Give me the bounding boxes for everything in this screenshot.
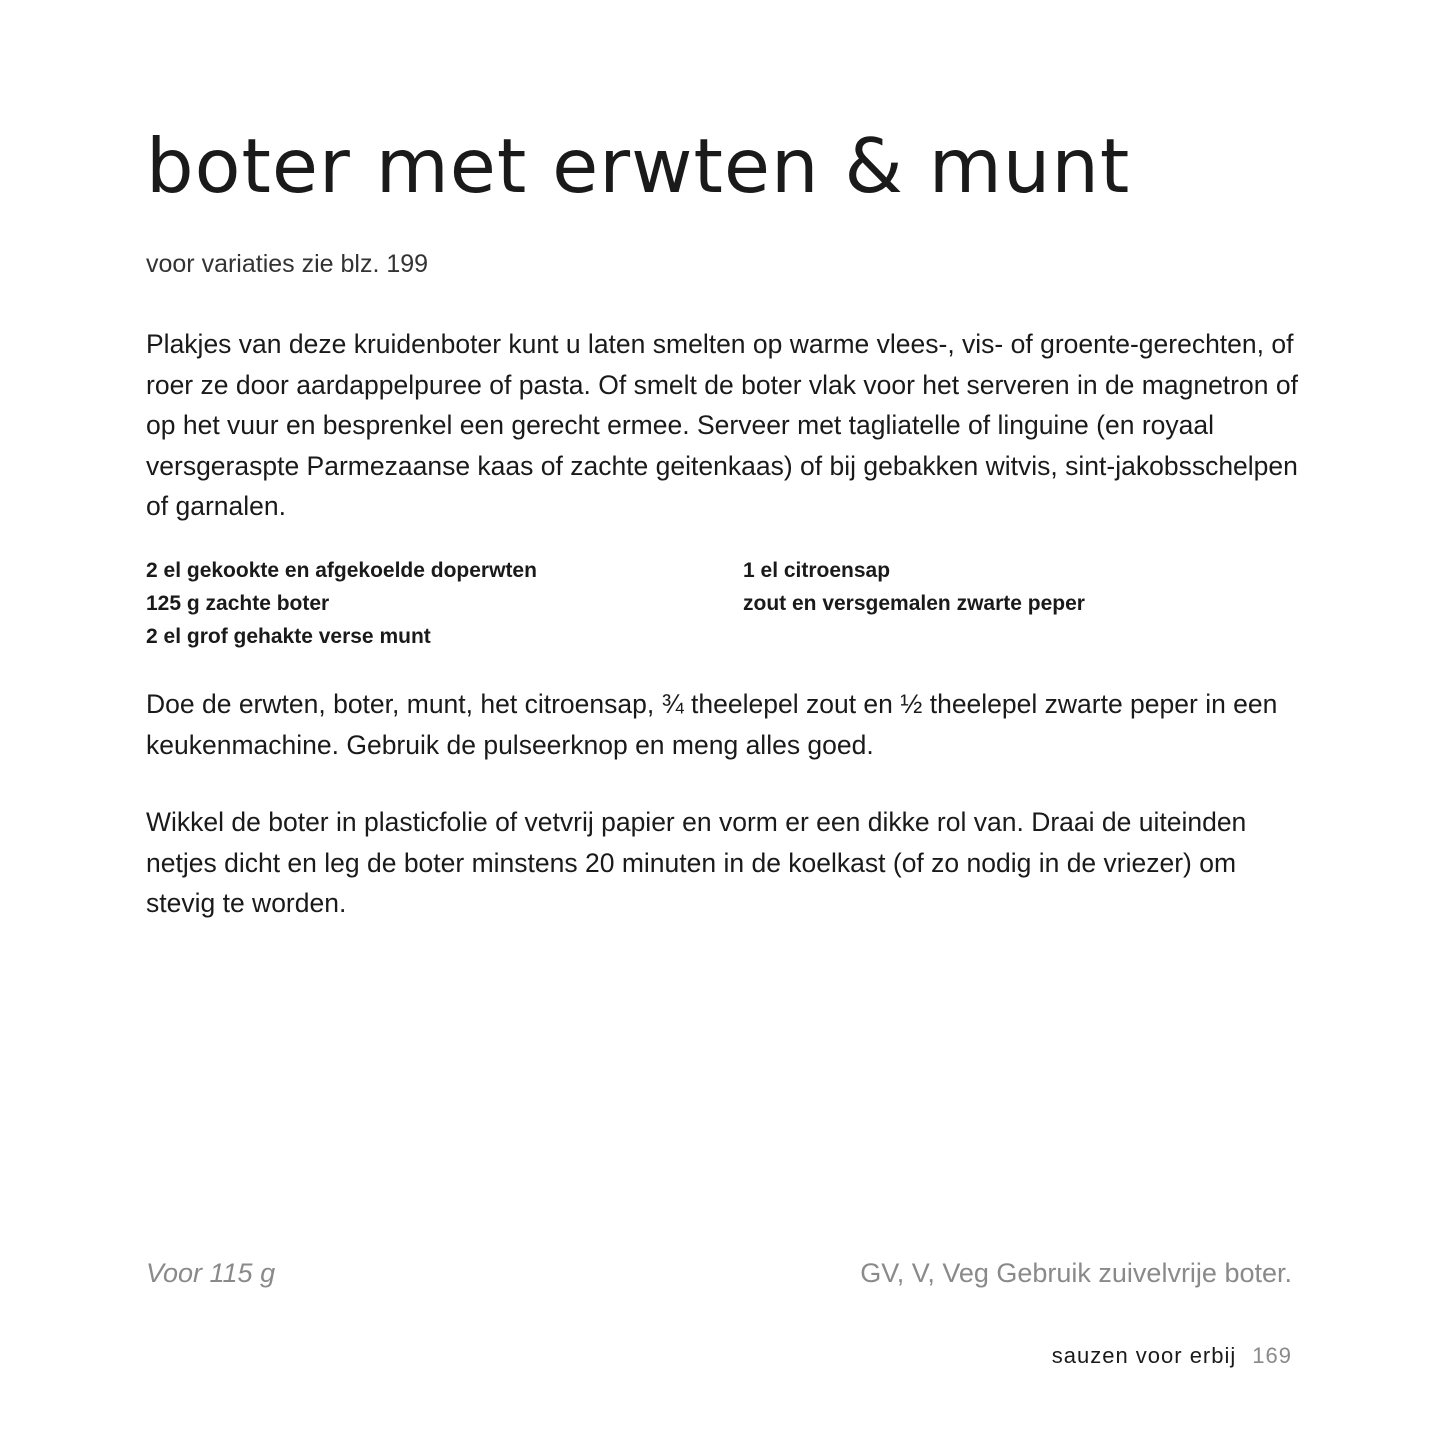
dietary-note: GV, V, Veg Gebruik zuivelvrije boter. xyxy=(860,1258,1292,1288)
recipe-yield: Voor 115 g xyxy=(146,1258,276,1288)
page-footer xyxy=(1052,1343,1292,1369)
intro-paragraph: Plakjes van deze kruidenboter kunt u laten smelten op warme vlees-, vis- of groente-gerechten, of roer ze door aardappelpuree of pasta. Of smelt de boter vlak voor het serveren in de magnetron of op het vuur en besprenkel een gerecht ermee. Serveer met tagliatelle of linguine (en royaal versgeraspte Parmezaanse kaas of zachte geitenkaas) of bij gebakken witvis, sint-jakobsschelpen of garnalen. xyxy=(146,329,1298,521)
ingredient-item: zout en versgemalen zwarte peper xyxy=(743,592,1085,615)
variations-reference: voor variaties zie blz. 199 xyxy=(146,250,429,278)
ingredient-column-left xyxy=(146,554,537,653)
recipe-title: boter met erwten & munt xyxy=(146,122,1131,210)
section-name: sauzen voor erbij xyxy=(1051,1343,1237,1368)
method-step-2: Wikkel de boter in plasticfolie of vetvrij papier en vorm er een dikke rol van. Draai de uiteinden netjes dicht en leg de boter minstens 20 minuten in de koelkast (of zo nodig in de vriezer) om stevig te worden. xyxy=(146,807,1247,918)
ingredient-item: 2 el gekookte en afgekoelde doperwten xyxy=(146,559,537,582)
page-number: 169 xyxy=(1252,1343,1292,1368)
ingredient-column-right xyxy=(743,554,1085,620)
ingredient-item: 125 g zachte boter xyxy=(146,592,330,615)
ingredient-item: 2 el grof gehakte verse munt xyxy=(146,625,431,648)
ingredient-item: 1 el citroensap xyxy=(743,559,891,582)
method-step-1: Doe de erwten, boter, munt, het citroensap, ¾ theelepel zout en ½ theelepel zwarte peper in een keukenmachine. Gebruik de pulseerknop en meng alles goed. xyxy=(146,689,1278,760)
